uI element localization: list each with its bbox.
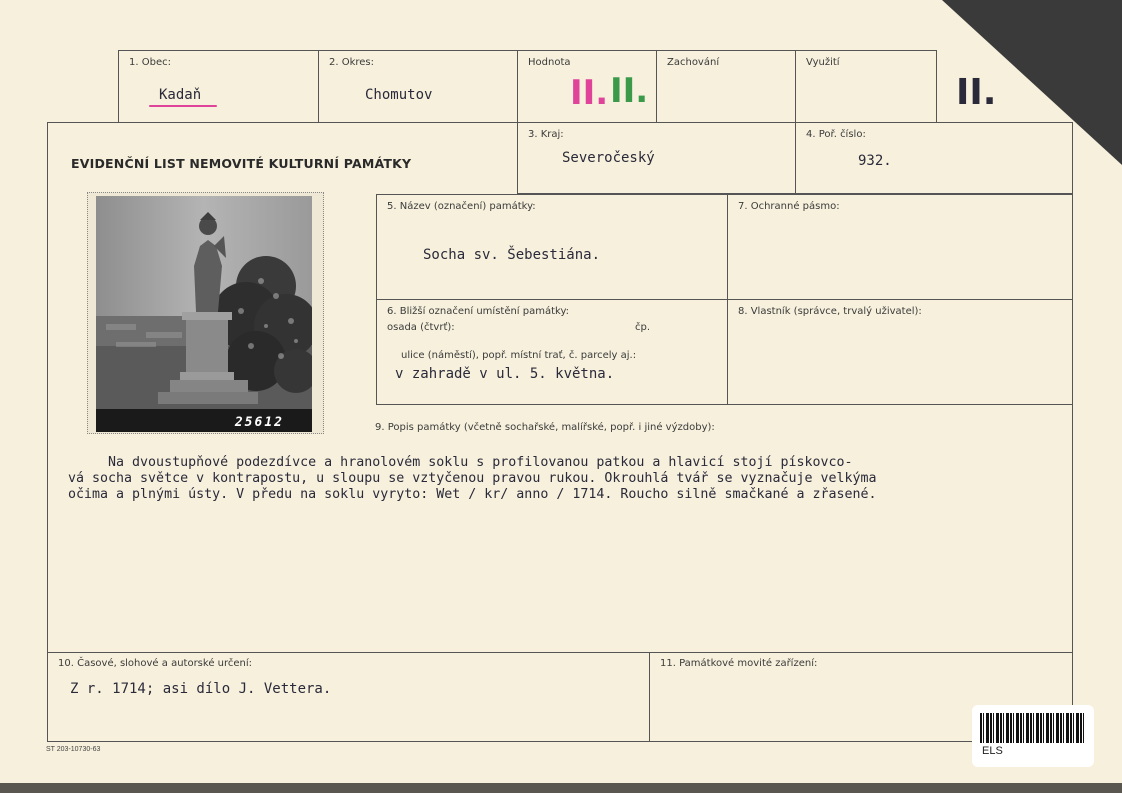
hodnota-value-green: II. (610, 71, 649, 111)
nazev-value: Socha sv. Šebestiána. (423, 247, 601, 263)
popis-line-2: vá socha světce v kontrapostu, u sloupu se vztyčenou pravou rukou. Okrouhlá tvář se vyznačuje velkýma (68, 471, 877, 486)
por-cislo-label: 4. Poř. číslo: (806, 129, 866, 140)
zachovani-box (656, 50, 796, 123)
obec-value: Kadaň (159, 87, 202, 103)
ulice-label: ulice (náměstí), popř. místní trať, č. parcely aj.: (401, 350, 637, 361)
ochranne-pasmo-label: 7. Ochranné pásmo: (738, 201, 840, 212)
kraj-label: 3. Kraj: (528, 129, 564, 140)
obec-label: 1. Obec: (129, 57, 171, 68)
popis-label: 9. Popis památky (včetně sochařské, malířské, popř. i jiné výzdoby): (375, 422, 715, 433)
kraj-box (517, 122, 796, 194)
obec-box (118, 50, 319, 123)
vlastnik-label: 8. Vlastník (správce, trvalý uživatel): (738, 306, 922, 317)
popis-text (68, 455, 1058, 503)
zarizeni-label: 11. Památkové movité zařízení: (660, 658, 818, 669)
kraj-value: Severočeský (562, 150, 655, 166)
corner-mark: II. (956, 72, 997, 113)
statue-image (96, 196, 312, 432)
umisteni-box (376, 299, 728, 405)
form-title: EVIDENČNÍ LIST NEMOVITÉ KULTURNÍ PAMÁTKY (71, 156, 412, 171)
barcode-icon (980, 713, 1086, 743)
okres-label: 2. Okres: (329, 57, 375, 68)
umisteni-value: v zahradě v ul. 5. května. (395, 366, 615, 382)
por-cislo-box (795, 122, 1073, 194)
photo-number: 25612 (234, 415, 284, 430)
nazev-box (376, 194, 728, 300)
barcode-text: ELS (982, 745, 1003, 757)
form-code: ST 203-10730-63 (46, 746, 101, 753)
urceni-label: 10. Časové, slohové a autorské určení: (58, 658, 253, 669)
vyuziti-label: Využití (806, 57, 840, 68)
ochranne-pasmo-box (727, 194, 1073, 300)
hodnota-value-pink: II. (570, 73, 609, 113)
bottom-edge (0, 783, 1122, 793)
barcode-label (972, 705, 1094, 767)
popis-line-1: Na dvoustupňové podezdívce a hranolovém soklu s profilovanou patkou a hlavicí stojí pískovco- (68, 455, 853, 470)
por-cislo-value: 932. (858, 153, 892, 169)
vyuziti-box (795, 50, 937, 123)
hodnota-label: Hodnota (528, 57, 571, 68)
monument-photo (96, 196, 312, 432)
cp-label: čp. (635, 322, 651, 333)
obec-underline (149, 105, 217, 107)
hodnota-box (517, 50, 657, 123)
okres-box (318, 50, 518, 123)
nazev-label: 5. Název (označení) památky: (387, 201, 536, 212)
umisteni-label: 6. Bližší označení umístění památky: (387, 306, 570, 317)
popis-line-3: očima a plnými ústy. V předu na soklu vyryto: Wet / kr/ anno / 1714. Roucho silně smačkané a zřasené. (68, 487, 877, 502)
okres-value: Chomutov (365, 87, 433, 103)
zachovani-label: Zachování (667, 57, 720, 68)
osada-label: osada (čtvrť): (387, 322, 455, 333)
urceni-value: Z r. 1714; asi dílo J. Vettera. (70, 681, 332, 697)
vlastnik-box (727, 299, 1073, 405)
urceni-box (47, 652, 650, 742)
